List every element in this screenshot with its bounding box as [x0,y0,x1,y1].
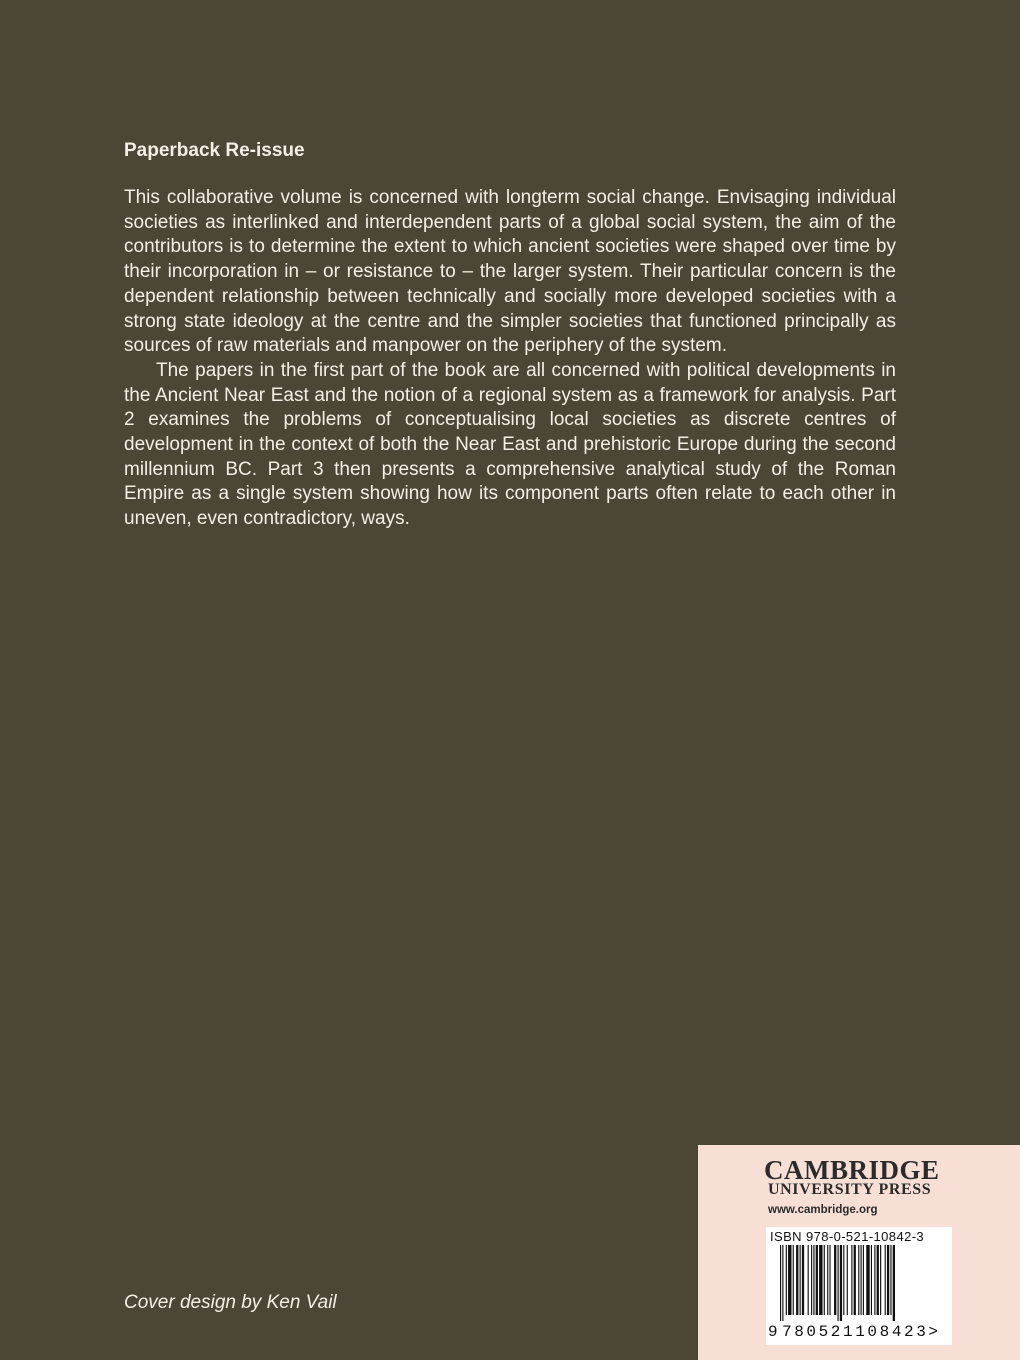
publisher-url: www.cambridge.org [768,1204,878,1216]
barcode-bar [877,1245,879,1315]
barcode-bar [788,1245,791,1315]
barcode-bar [840,1245,842,1321]
barcode-bar [854,1245,856,1315]
barcode-icon [766,1245,952,1325]
barcode-bar [793,1245,794,1315]
publisher-name: CAMBRIDGE [764,1155,940,1185]
cover-design-credit: Cover design by Ken Vail [124,1292,337,1313]
blurb-paragraph-2: The papers in the first part of the book are all concerned with political developments in the Ancient Near East and the notion of a regional system as a framework for analysis. Part 2 examines the problems of conceptualising local societies as discrete centres of development in the context of both the Near East and prehistoric Europe during the second millennium BC. Part 3 then presents a comprehensive analytical study of the Roman Empire as a single system showing how its component parts often relate to each other in uneven, even contradictory, ways. [124,359,896,530]
barcode-bar [890,1245,891,1315]
barcode-bar [819,1245,822,1315]
publisher-panel [698,1145,1020,1360]
barcode-bar [858,1245,859,1315]
barcode-bar [834,1245,836,1315]
barcode-bar [866,1245,869,1315]
barcode-bar [838,1245,839,1321]
barcode-bar [874,1245,875,1315]
barcode-bar [816,1245,818,1315]
publisher-subtitle: UNIVERSITY PRESS [768,1181,932,1198]
barcode-bar [782,1245,783,1321]
barcode-bar [829,1245,830,1315]
barcode-card [766,1227,952,1345]
ean-first-digit: 9 [768,1323,778,1341]
barcode-bar [887,1245,889,1315]
barcode-bar [880,1245,881,1315]
barcode-bar [885,1245,886,1315]
isbn-label: ISBN 978-0-521-10842-3 [770,1229,925,1244]
barcode-bar [893,1245,895,1321]
barcode-bar [827,1245,828,1315]
barcode-bar [847,1245,848,1315]
barcode-bar [802,1245,804,1315]
barcode-bar [871,1245,872,1315]
ean-digits: 780521108423> [782,1323,941,1341]
barcode-bar [861,1245,862,1315]
blurb-paragraph-1: This collaborative volume is concerned with longterm social change. Envisaging individual societies as interlinked and interdependent parts of a global social system, the aim of the contributors is to determine the extent to which ancient societies were shaped over time by their incorporation in – or resistance to – the larger system. Their particular concern is the dependent relationship between technically and socially more developed societies with a strong state ideology at the centre and the simpler societies that functioned principally as sources of raw materials and manpower on the periphery of the system. [124,187,896,357]
barcode-bar [796,1245,798,1315]
barcode-bar [843,1245,844,1315]
barcode-bar [824,1245,825,1315]
barcode-bar [863,1245,864,1315]
barcode-bar [786,1245,787,1315]
barcode-bar [800,1245,801,1315]
blurb [124,186,896,532]
reissue-heading: Paperback Re-issue [124,140,305,161]
barcode-bar [780,1245,781,1321]
barcode-bar [851,1245,852,1315]
barcode-bar [813,1245,814,1315]
barcode-bar [811,1245,812,1315]
barcode-bar [808,1245,809,1315]
